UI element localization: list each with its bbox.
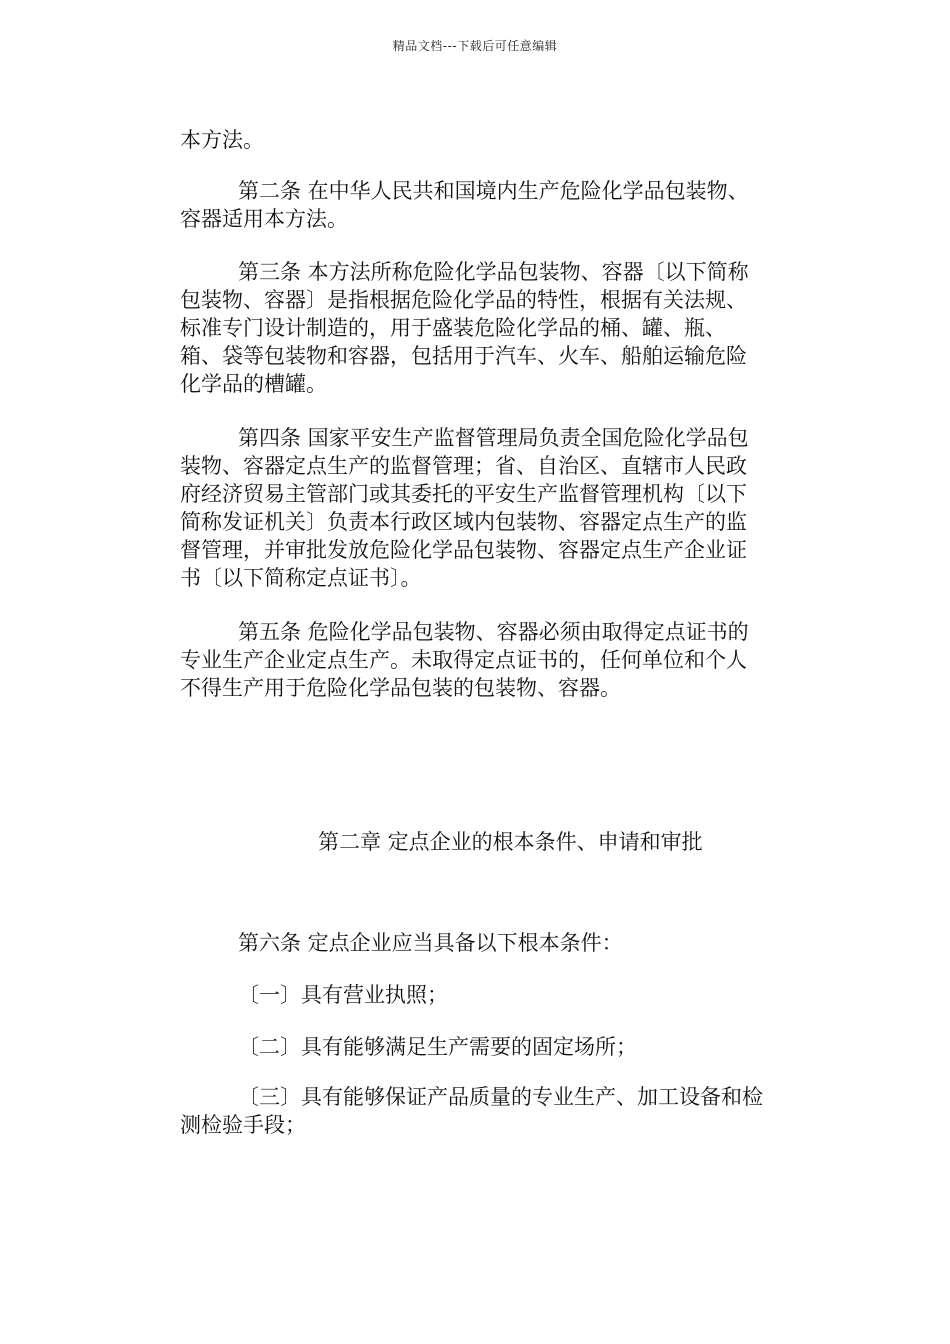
text-line: 箱、袋等包装物和容器，包括用于汽车、火车、船舶运输危险 <box>180 344 747 368</box>
text-line: 第五条 危险化学品包装物、容器必须由取得定点证书的 <box>238 620 749 644</box>
paragraph-continuation <box>180 126 840 154</box>
text-line: 〔二〕具有能够满足生产需要的固定场所； <box>238 1035 637 1059</box>
text-line: 专业生产企业定点生产。未取得定点证书的，任何单位和个人 <box>180 648 747 672</box>
text-line: 第三条 本方法所称危险化学品包装物、容器〔以下简称 <box>238 260 749 284</box>
text-line: 不得生产用于危险化学品包装的包装物、容器。 <box>180 676 621 700</box>
article-4 <box>180 424 840 592</box>
text-line: 测检验手段； <box>180 1113 306 1137</box>
text-line: 简称发证机关〕负责本行政区域内包装物、容器定点生产的监 <box>180 510 747 534</box>
text-line: 〔三〕具有能够保证产品质量的专业生产、加工设备和检 <box>238 1085 763 1109</box>
item-1 <box>180 981 840 1009</box>
item-2 <box>180 1033 840 1061</box>
text-line: 府经济贸易主管部门或其委托的平安生产监督管理机构〔以下 <box>180 482 747 506</box>
item-3 <box>180 1083 840 1139</box>
text-line: 本方法。 <box>180 128 264 152</box>
text-line: 书〔以下简称定点证书〕。 <box>180 566 422 590</box>
article-6 <box>180 929 840 957</box>
text-line: 容器适用本方法。 <box>180 207 348 231</box>
text-line: 督管理，并审批发放危险化学品包装物、容器定点生产企业证 <box>180 538 747 562</box>
article-5 <box>180 618 840 702</box>
article-2 <box>180 177 840 233</box>
text-line: 包装物、容器〕是指根据危险化学品的特性，根据有关法规、 <box>180 288 747 312</box>
text-line: 装物、容器定点生产的监督管理；省、自治区、直辖市人民政 <box>180 454 747 478</box>
text-line: 标准专门设计制造的，用于盛装危险化学品的桶、罐、瓶、 <box>180 316 726 340</box>
chapter-heading: 第二章 定点企业的根本条件、申请和审批 <box>318 830 703 854</box>
article-3 <box>180 258 840 398</box>
text-line: 第四条 国家平安生产监督管理局负责全国危险化学品包 <box>238 426 749 450</box>
text-line: 第六条 定点企业应当具备以下根本条件： <box>238 931 623 955</box>
text-line: 化学品的槽罐。 <box>180 372 327 396</box>
text-line: 第二条 在中华人民共和国境内生产危险化学品包装物、 <box>238 179 749 203</box>
page-header: 精品文档---下载后可任意编辑 <box>392 39 558 53</box>
text-line: 〔一〕具有营业执照； <box>238 983 448 1007</box>
